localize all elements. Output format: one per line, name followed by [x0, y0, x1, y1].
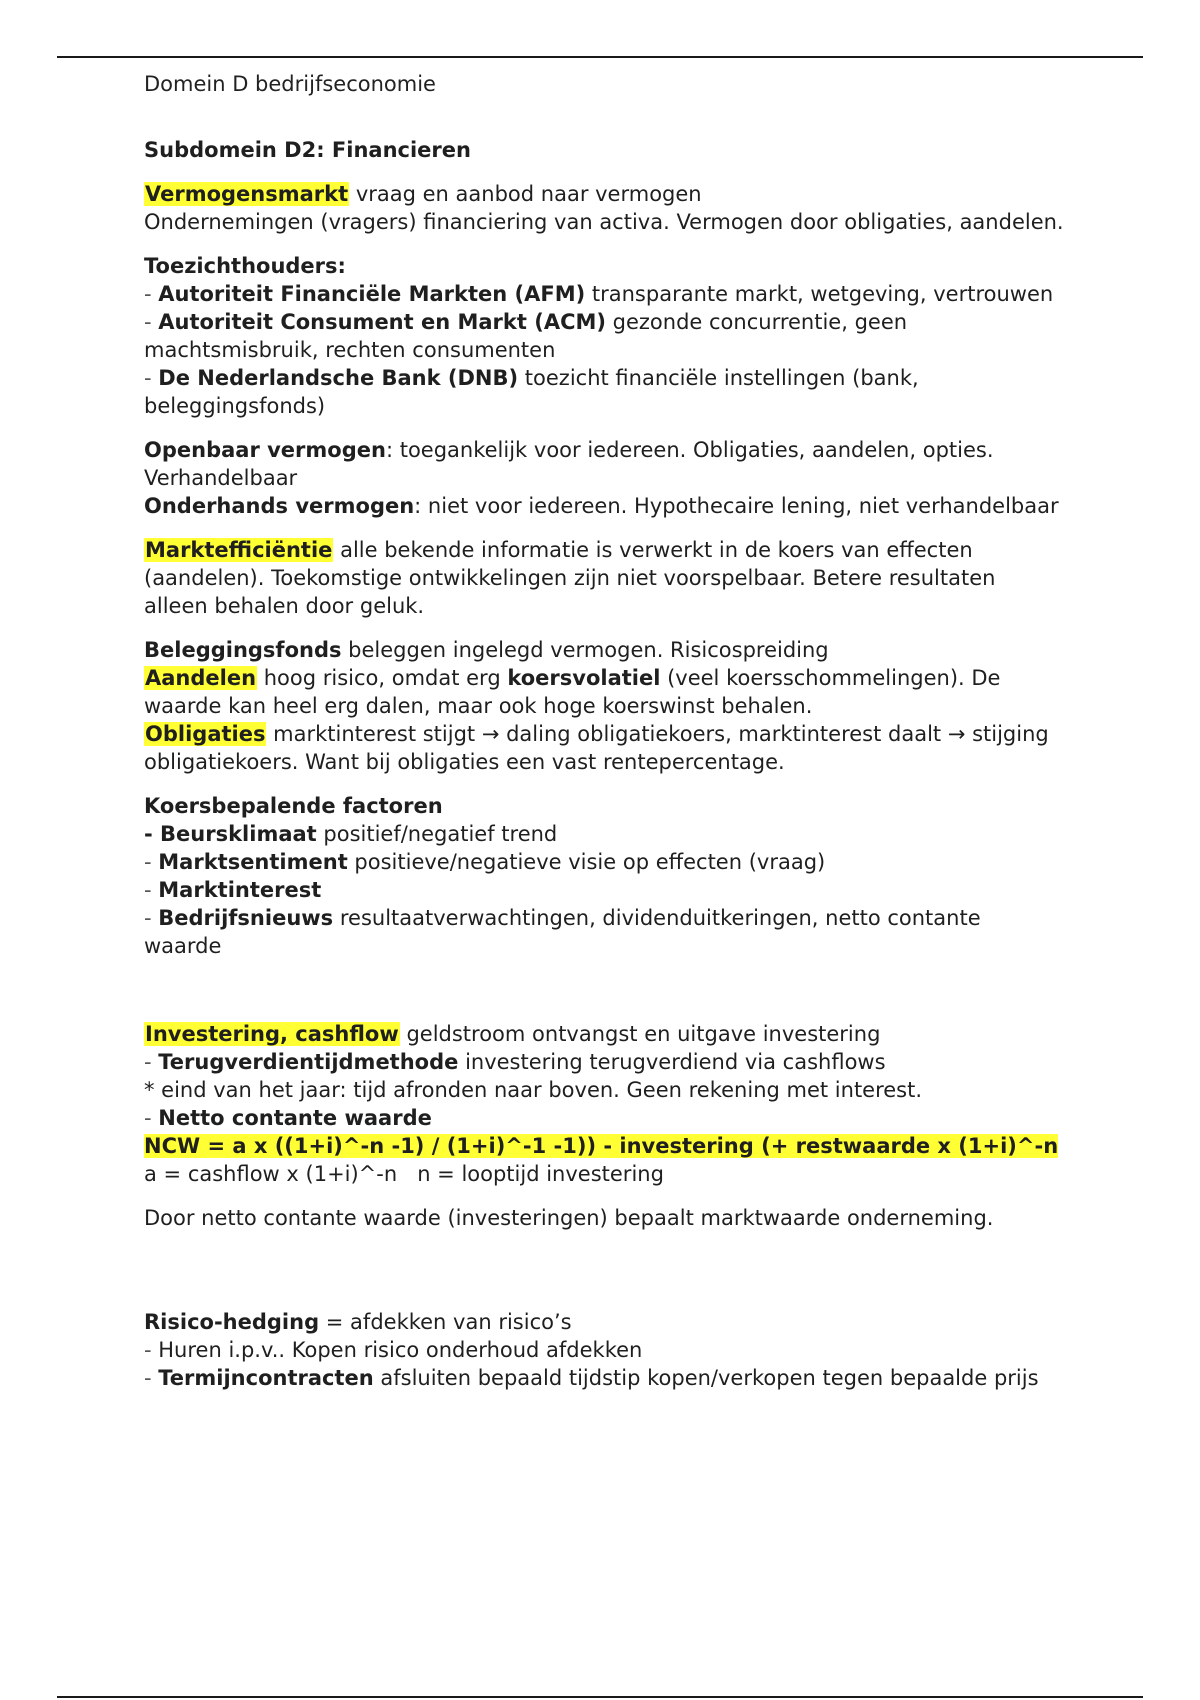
koersvolatiel-term: koersvolatiel — [507, 666, 661, 690]
toezicht-acm-text: gezonde concurrentie, geen machtsmisbruik, rechten consumenten — [144, 310, 908, 362]
investering-block — [144, 1020, 1064, 1188]
document-page — [144, 70, 1064, 1408]
koers-item-bedrijfsnieuws — [144, 904, 1064, 960]
tvt-term: Terugverdientijdmethode — [158, 1050, 459, 1074]
tvt-item: - Terugverdientijdmethode investering terugverdiend via cashflows — [144, 1050, 886, 1074]
hedging-item-termijn: - Termijncontracten afsluiten bepaald tijdstip kopen/verkopen tegen bepaalde prijs — [144, 1366, 1039, 1390]
toezicht-heading: Toezichthouders: — [144, 254, 346, 278]
top-rule — [57, 56, 1143, 58]
vermogensmarkt-block — [144, 180, 1064, 236]
koers-dash: - — [144, 822, 161, 846]
conclusion-block — [144, 1204, 1064, 1232]
koers-dash: - — [144, 878, 159, 902]
koers-block — [144, 792, 1064, 960]
toezicht-acm-term: Autoriteit Consument en Markt (ACM) — [158, 310, 606, 334]
openbaar-term: Openbaar vermogen — [144, 438, 386, 462]
onderhands-text: : niet voor iedereen. Hypothecaire lening, niet verhandelbaar — [414, 494, 1059, 518]
koers-heading: Koersbepalende factoren — [144, 794, 443, 818]
openbaar-text: : toegankelijk voor iedereen. Obligaties, aandelen, opties. Verhandelbaar — [144, 438, 994, 490]
vermogensmarkt-term: Vermogensmarkt — [145, 182, 349, 206]
aandelen-text-1: hoog risico, omdat erg — [257, 666, 508, 690]
koers-item-marktsentiment — [144, 848, 1064, 876]
toezicht-item-dnb: - De Nederlandsche Bank (DNB) toezicht financiële instellingen (bank, beleggingsfonds) — [144, 366, 919, 418]
investering-text: geldstroom ontvangst en uitgave investering — [399, 1022, 881, 1046]
marktinterest-term: Marktinterest — [158, 878, 322, 902]
obligaties-text: marktinterest stijgt → daling obligatiekoers, marktinterest daalt → stijging obligatiekoers. Want bij obligaties een vast rentepercentage. — [144, 722, 1049, 774]
hedging-item1-text: Huren i.p.v.. Kopen risico onderhoud afdekken — [158, 1338, 643, 1362]
ncw-item: - Netto contante waarde — [144, 1106, 432, 1130]
beursklimaat-term: Beursklimaat — [160, 822, 317, 846]
aandelen-text-2: (veel koersschommelingen). De waarde kan heel erg dalen, maar ook hoge koerswinst behalen. — [144, 666, 1001, 718]
toezicht-item-acm: - Autoriteit Consument en Markt (ACM) gezonde concurrentie, geen machtsmisbruik, rechten consumenten — [144, 310, 908, 362]
koers-item-beursklimaat — [144, 820, 1064, 848]
hedging-block — [144, 1308, 1064, 1392]
obligaties-term: Obligaties — [145, 722, 266, 746]
hedging-item-huren: - Huren i.p.v.. Kopen risico onderhoud afdekken — [144, 1338, 643, 1362]
toezicht-dnb-term: De Nederlandsche Bank (DNB) — [158, 366, 519, 390]
koers-dash: - — [144, 850, 159, 874]
beursklimaat-text: positief/negatief trend — [316, 822, 558, 846]
hedging-text: = afdekken van risico’s — [319, 1310, 572, 1334]
bottom-rule — [57, 1696, 1143, 1698]
ncw-term: Netto contante waarde — [158, 1106, 432, 1130]
toezicht-afm-text: transparante markt, wetgeving, vertrouwen — [585, 282, 1054, 306]
bedrijfsnieuws-text: resultaatverwachtingen, dividenduitkeringen, netto contante waarde — [144, 906, 981, 958]
tvt-note: * eind van het jaar: tijd afronden naar boven. Geen rekening met interest. — [144, 1078, 923, 1102]
beleggingsfonds-text: beleggen ingelegd vermogen. Risicospreiding — [341, 638, 829, 662]
bedrijfsnieuws-term: Bedrijfsnieuws — [158, 906, 334, 930]
termijncontracten-term: Termijncontracten — [158, 1366, 374, 1390]
toezicht-block — [144, 252, 1064, 420]
page-header: Domein D bedrijfseconomie — [144, 72, 436, 96]
spacer — [144, 1248, 1064, 1308]
toezicht-afm-term: Autoriteit Financiële Markten (AFM) — [158, 282, 586, 306]
onderhands-term: Onderhands vermogen — [144, 494, 415, 518]
vermogen-block — [144, 436, 1064, 520]
beleggen-block — [144, 636, 1064, 776]
ncw-conclusion: Door netto contante waarde (investeringen) bepaalt marktwaarde onderneming. — [144, 1206, 994, 1230]
termijncontracten-text: afsluiten bepaald tijdstip kopen/verkopen tegen bepaalde prijs — [373, 1366, 1039, 1390]
beleggingsfonds-term: Beleggingsfonds — [144, 638, 342, 662]
vermogensmarkt-line2: Ondernemingen (vragers) financiering van activa. Vermogen door obligaties, aandelen. — [144, 210, 1064, 234]
toezicht-item-afm: - Autoriteit Financiële Markten (AFM) transparante markt, wetgeving, vertrouwen — [144, 282, 1054, 306]
marktsentiment-text: positieve/negatieve visie op effecten (vraag) — [347, 850, 826, 874]
aandelen-term: Aandelen — [145, 666, 257, 690]
marktsentiment-term: Marktsentiment — [158, 850, 348, 874]
koers-item-marktinterest — [144, 876, 1064, 904]
koers-dash: - — [144, 906, 159, 930]
investering-term: Investering, cashflow — [145, 1022, 399, 1046]
marktefficientie-text: alle bekende informatie is verwerkt in de koers van effecten (aandelen). Toekomstige ontwikkelingen zijn niet voorspelbaar. Betere resultaten alleen behalen door geluk. — [144, 538, 996, 618]
ncw-legend: a = cashflow x (1+i)^-n n = looptijd investering — [144, 1162, 664, 1186]
vermogensmarkt-def: vraag en aanbod naar vermogen — [349, 182, 702, 206]
spacer — [144, 976, 1064, 1020]
ncw-formula: NCW = a x ((1+i)^-n -1) / (1+i)^-1 -1)) - investering (+ restwaarde x (1+i)^-n — [144, 1134, 1059, 1158]
tvt-text: investering terugverdiend via cashflows — [458, 1050, 886, 1074]
marktefficientie-block — [144, 536, 1064, 620]
toezicht-dnb-text: toezicht financiële instellingen (bank, beleggingsfonds) — [144, 366, 919, 418]
marktefficientie-term: Marktefficiëntie — [145, 538, 333, 562]
section-title: Subdomein D2: Financieren — [144, 138, 471, 162]
hedging-term: Risico-hedging — [144, 1310, 320, 1334]
